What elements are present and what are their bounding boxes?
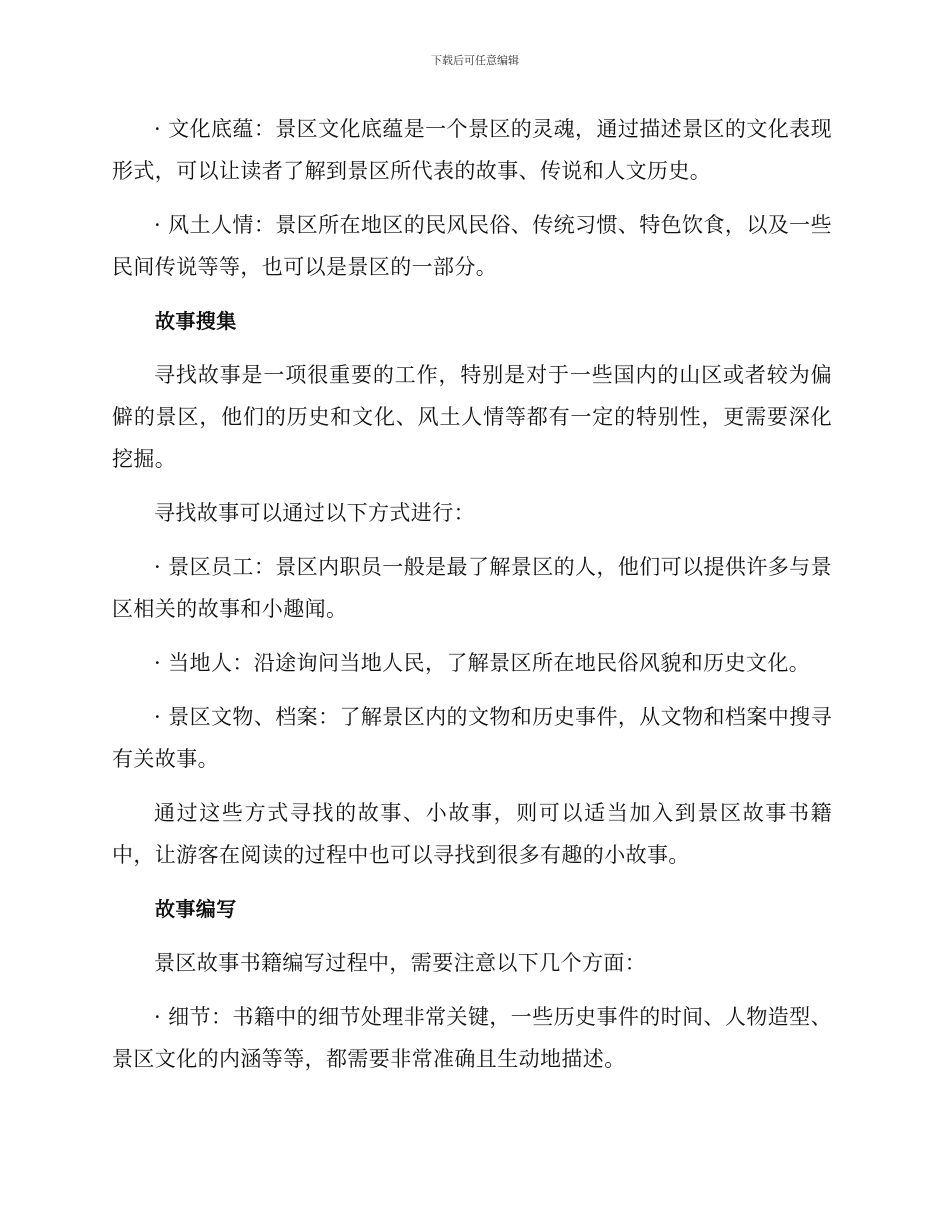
paragraph-details: · 细节：书籍中的细节处理非常关键，一些历史事件的时间、人物造型、景区文化的内涵等等，都需要非常准确且生动地描述。 <box>112 1005 832 1071</box>
heading-story-collection: 故事搜集 <box>155 309 237 333</box>
paragraph-culture: · 文化底蕴：景区文化底蕴是一个景区的灵魂，通过描述景区的文化表现形式，可以让读者了解到景区所代表的故事、传说和人文历史。 <box>112 117 832 183</box>
paragraph-finding-stories: 寻找故事是一项很重要的工作，特别是对于一些国内的山区或者较为偏僻的景区，他们的历史和文化、风土人情等都有一定的特别性，更需要深化挖掘。 <box>112 363 832 471</box>
page-header: 下载后可任意编辑 <box>431 54 519 67</box>
paragraph-customs: · 风土人情：景区所在地区的民风民俗、传统习惯、特色饮食，以及一些民间传说等等，也可以是景区的一部分。 <box>112 213 832 279</box>
paragraph-add-stories: 通过这些方式寻找的故事、小故事，则可以适当加入到景区故事书籍中，让游客在阅读的过程中也可以寻找到很多有趣的小故事。 <box>112 801 832 867</box>
paragraph-artifacts: · 景区文物、档案：了解景区内的文物和历史事件，从文物和档案中搜寻有关故事。 <box>112 705 832 771</box>
paragraph-locals: · 当地人：沿途询问当地人民，了解景区所在地民俗风貌和历史文化。 <box>154 651 811 675</box>
paragraph-writing-intro: 景区故事书籍编写过程中，需要注意以下几个方面： <box>154 951 647 975</box>
paragraph-staff: · 景区员工：景区内职员一般是最了解景区的人，他们可以提供许多与景区相关的故事和小趣闻。 <box>112 555 832 621</box>
heading-story-writing: 故事编写 <box>155 897 237 921</box>
paragraph-methods-intro: 寻找故事可以通过以下方式进行： <box>154 501 475 525</box>
document-body <box>112 108 832 1092</box>
